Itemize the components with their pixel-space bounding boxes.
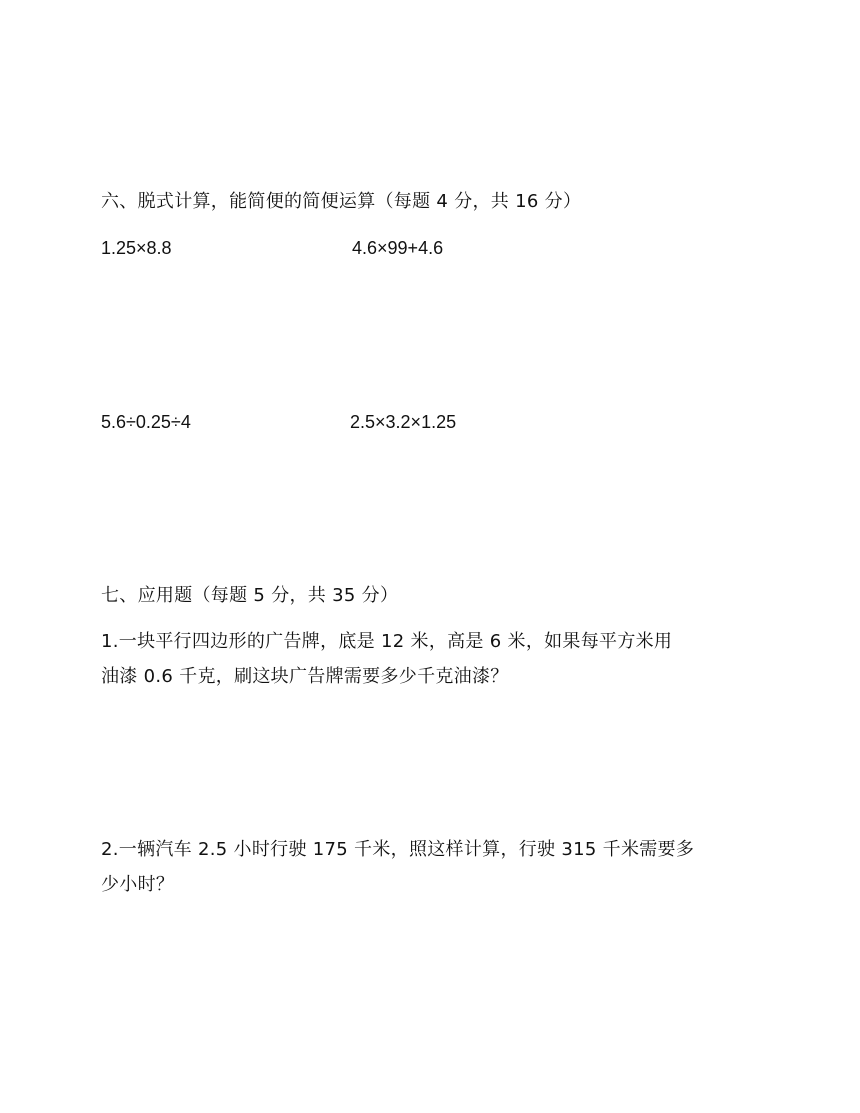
problem-2-line-1: 2.一辆汽车 2.5 小时行驶 175 千米，照这样计算，行驶 315 千米需要多	[101, 839, 695, 860]
problem-1-line-1: 1.一块平行四边形的广告牌，底是 12 米，高是 6 米，如果每平方米用	[101, 631, 673, 652]
problem-2-line-2: 少小时？	[101, 874, 175, 895]
expression-4: 2.5×3.2×1.25	[350, 412, 457, 432]
problem-1-line-2: 油漆 0.6 千克，刷这块广告牌需要多少千克油漆？	[101, 666, 509, 687]
expression-1: 1.25×8.8	[101, 238, 172, 258]
expression-2: 4.6×99+4.6	[352, 238, 444, 258]
expression-3: 5.6÷0.25÷4	[101, 412, 191, 432]
problem-2	[101, 832, 761, 902]
section-6-heading: 六、脱式计算，能简便的简便运算（每题 4 分，共 16 分）	[101, 191, 582, 212]
section-7-heading: 七、应用题（每题 5 分，共 35 分）	[101, 585, 399, 606]
problem-1	[101, 624, 761, 694]
